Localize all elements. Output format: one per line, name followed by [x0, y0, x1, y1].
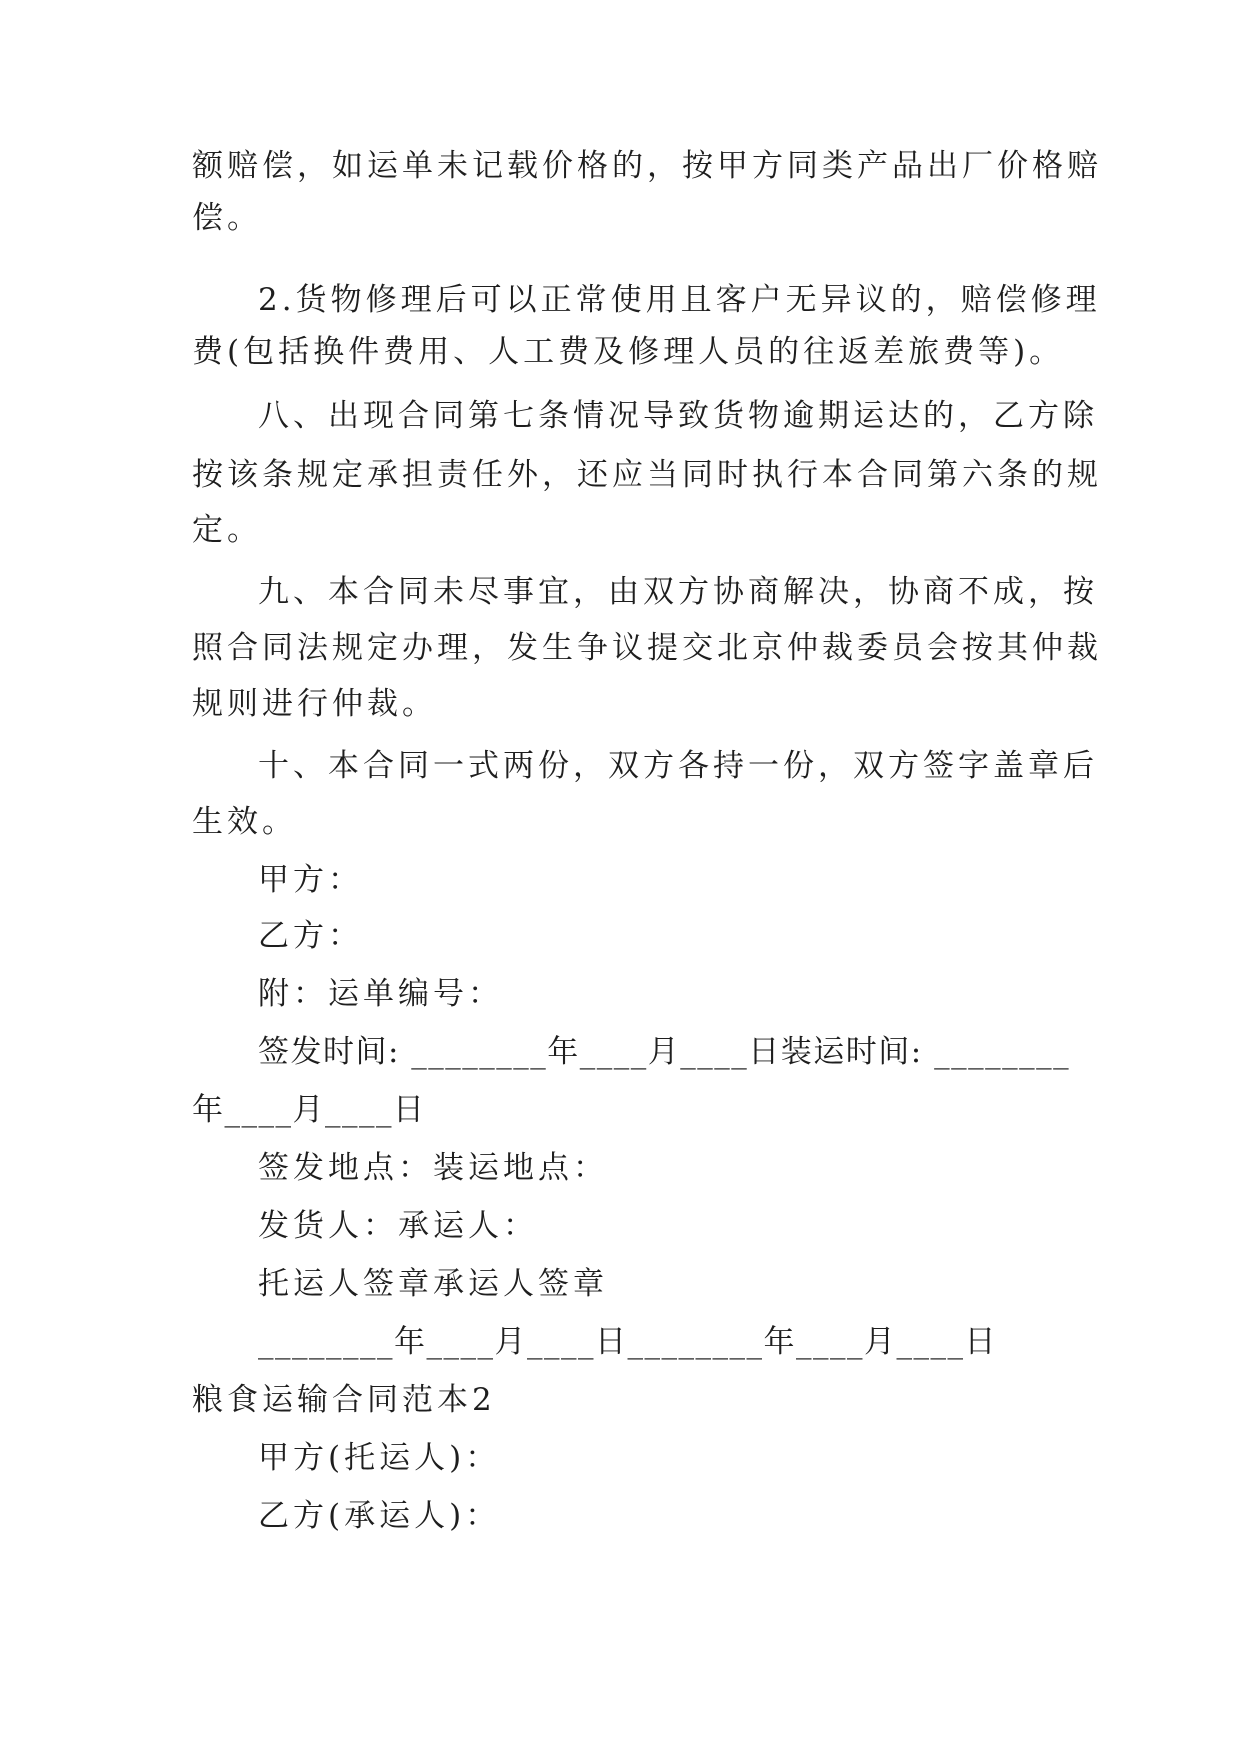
- signature-date-line: ________年____月____日________年____月____日: [258, 1324, 997, 1360]
- issue-time-line: 年____月____日: [192, 1092, 426, 1128]
- signature-line: 托运人签章承运人签章: [258, 1266, 608, 1302]
- shipper-carrier-line: 发货人：承运人：: [258, 1208, 538, 1244]
- article-9-line: 九、本合同未尽事宜，由双方协商解决，协商不成，按: [258, 574, 1098, 610]
- issue-time-line: 签发时间: ________年____月____日装运时间: ________: [258, 1034, 1071, 1070]
- paragraph-line: 额赔偿，如运单未记载价格的，按甲方同类产品出厂价格赔: [192, 148, 1102, 184]
- issue-place-line: 签发地点：装运地点：: [258, 1150, 608, 1186]
- article-9-line: 照合同法规定办理，发生争议提交北京仲裁委员会按其仲裁: [192, 630, 1102, 666]
- article-9-line: 规则进行仲裁。: [192, 686, 437, 722]
- paragraph-line: 偿。: [192, 200, 262, 236]
- party-a-shipper-label: 甲方(托运人)：: [258, 1440, 501, 1476]
- clause-2-line: 费(包括换件费用、人工费及修理人员的往返差旅费等)。: [192, 334, 1065, 370]
- article-8-line: 定。: [192, 512, 262, 548]
- article-10-line: 十、本合同一式两份，双方各持一份，双方签字盖章后: [258, 748, 1098, 784]
- article-10-line: 生效。: [192, 804, 297, 840]
- party-b-carrier-label: 乙方(承运人)：: [258, 1498, 501, 1534]
- party-b-label: 乙方：: [258, 918, 363, 954]
- waybill-number-label: 附：运单编号：: [258, 976, 503, 1012]
- party-a-label: 甲方：: [258, 862, 363, 898]
- article-8-line: 八、出现合同第七条情况导致货物逾期运达的，乙方除: [258, 398, 1098, 434]
- section-heading: 粮食运输合同范本2: [192, 1382, 496, 1418]
- clause-2-line: 2.货物修理后可以正常使用且客户无异议的，赔偿修理: [258, 282, 1101, 318]
- article-8-line: 按该条规定承担责任外，还应当同时执行本合同第六条的规: [192, 457, 1102, 493]
